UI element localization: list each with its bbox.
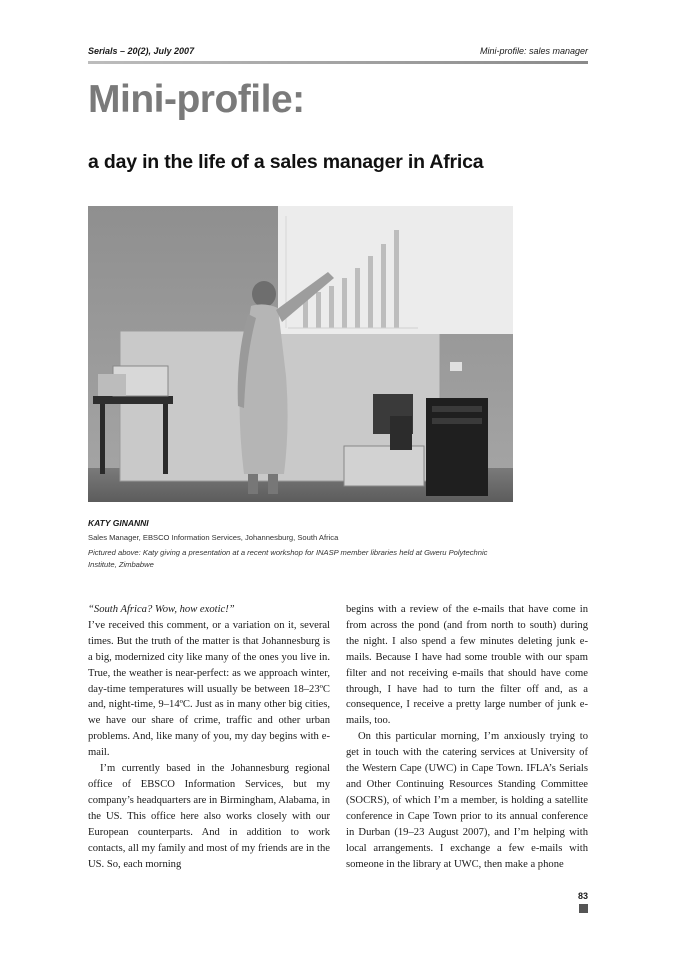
photo-caption-line1: Pictured above: Katy giving a presentation at a recent workshop for INASP member libraries held at Gweru Polytechnic [88,548,488,557]
body-paragraph: I’m currently based in the Johannesburg regional office of EBSCO Information Services, but my company’s headquarters are in Birmingham, Alabama, in the US. This office here also works closely with our European counterparts. And in addition to work contacts, all my family and most of my friends are in the US. So, each morning [88,763,330,870]
body-column-left [88,602,330,872]
article-subtitle: a day in the life of a sales manager in Africa [88,151,484,173]
author-name: KATY GINANNI [88,518,149,528]
header-rule [88,61,588,64]
body-paragraph: On this particular morning, I’m anxiously trying to get in touch with the catering services at University of the Western Cape (UWC) in Cape Town. IFLA’s Serials and Other Continuing Resources Standing Committee (SOCRS), of which I’m a member, is holding a satellite conference in Cape Town prior to its annual conference in Durban (19–23 August 2007), and I’m helping with local arrangements. I exchange a few e-mails with someone in the library at UWC, then make a phone [346,731,588,870]
body-paragraph: begins with a review of the e-mails that have come in from across the pond (and from north to south) during the night. I also spend a few minutes deleting junk e-mails. Because I have had some trouble with our spam filter and not receiving e-mails that should have come through, I have had to turn the filter off and, as a consequence, I receive a pretty large number of junk e-mails, too. [346,604,588,727]
article-photo [88,206,513,502]
photo-caption [88,547,518,570]
running-header-section: Mini-profile: sales manager [479,46,588,56]
page-number: 83 [577,891,588,901]
opening-quote: “South Africa? Wow, how exotic!” [88,604,235,615]
page-marker-square [579,904,588,913]
photo-caption-line2: Institute, Zimbabwe [88,559,154,569]
running-header-journal: Serials – 20(2), July 2007 [88,46,195,56]
body-paragraph: I’ve received this comment, or a variation on it, several times. But the truth of the matter is that Johannesburg is a big, modernized city like many of the ones you live in. True, the weather is near-perfect: as we approach winter, day-time temperatures will usually be between 18–23ºC and, night-time, 9–14ºC. Just as in many other big cities, we have our share of crime, traffic and other urban problems. And, like many of you, my day begins with e-mail. [88,619,330,759]
presentation-photo-illustration [88,206,513,502]
body-column-right [346,602,588,872]
article-title: Mini-profile: [88,78,305,121]
author-affiliation: Sales Manager, EBSCO Information Services, Johannesburg, South Africa [88,533,339,542]
